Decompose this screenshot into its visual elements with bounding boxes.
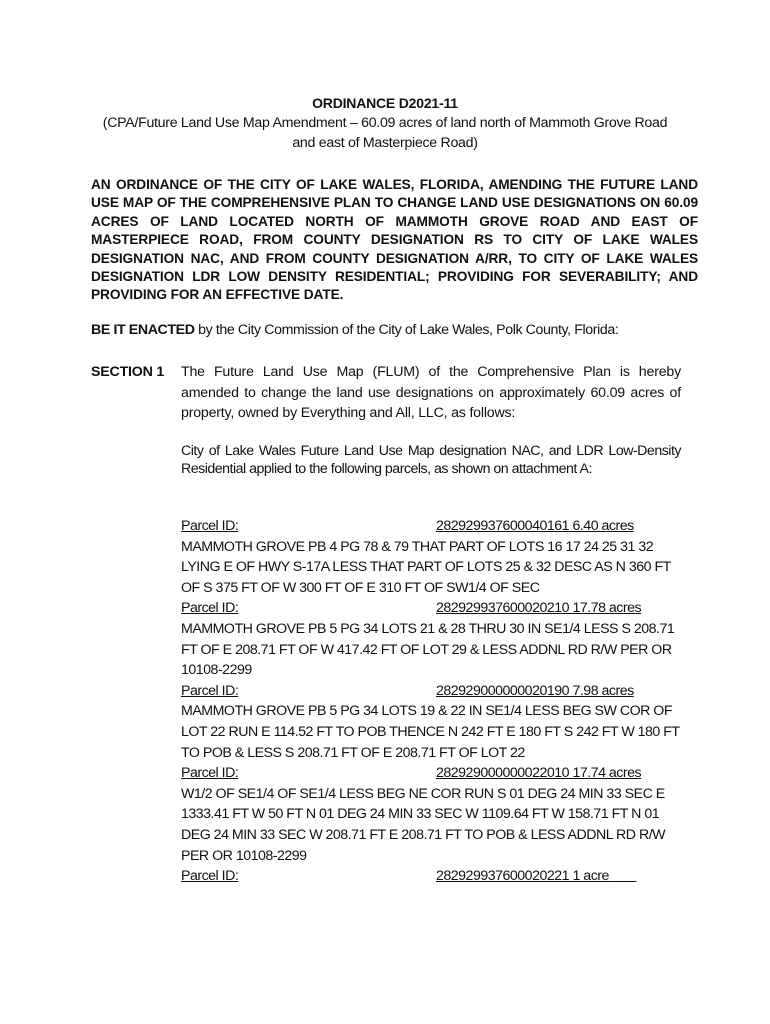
ordinance-subtitle: (CPA/Future Land Use Map Amendment – 60.09 acres of land north of Mammoth Grove Road and east of Masterpiece Road) xyxy=(102,115,668,151)
parcel-entry xyxy=(181,763,681,866)
parcel-id-acres: 282929000000020190 7.98 acres xyxy=(436,682,634,699)
parcel-header xyxy=(181,866,681,887)
parcel-label: Parcel ID: xyxy=(181,682,239,699)
parcel-entry xyxy=(181,516,681,598)
parcel-entry xyxy=(181,866,681,887)
ordinance-title: ORDINANCE D2021-11 xyxy=(312,95,458,111)
parcel-underline-tail xyxy=(609,866,681,887)
parcel-header xyxy=(181,681,681,702)
section-1-label: SECTION 1 xyxy=(91,364,165,380)
parcel-description: MAMMOTH GROVE PB 4 PG 78 & 79 THAT PART OF LOTS 16 17 24 25 31 32 LYING E OF HWY S-17A LESS THAT PART OF LOTS 25 & 32 DESC AS N 360 FT OF S 375 FT OF W 300 FT OF E 310 FT OF SW1/4 OF SEC xyxy=(181,538,671,596)
enactment-clause xyxy=(91,320,691,341)
parcel-id-acres: 282929000000022010 17.74 acres xyxy=(436,765,642,782)
enactment-lead: BE IT ENACTED xyxy=(91,322,195,338)
parcel-header xyxy=(181,763,681,784)
enactment-text: by the City Commission of the City of Lake Wales, Polk County, Florida: xyxy=(194,322,619,338)
parcel-id-acres: 282929937600020210 17.78 acres xyxy=(436,600,642,617)
ordinance-preamble: AN ORDINANCE OF THE CITY OF LAKE WALES, FLORIDA, AMENDING THE FUTURE LAND USE MAP OF THE COMPREHENSIVE PLAN TO CHANGE LAND USE DESIGNATIONS ON 60.09 ACRES OF LAND LOCATED NORTH OF MAMMOTH GROVE ROAD AND EAST OF MASTERPIECE ROAD, FROM COUNTY DESIGNATION RS TO CITY OF LAKE WALES DESIGNATION NAC, AND FROM COUNTY DESIGNATION A/RR, TO CITY OF LAKE WALES DESIGNATION LDR LOW DENSITY RESIDENTIAL; PROVIDING FOR SEVERABILITY; AND PROVIDING FOR AN EFFECTIVE DATE. xyxy=(91,177,698,303)
section-1-designation-paragraph: City of Lake Wales Future Land Use Map designation NAC, and LDR Low-Density Residential applied to the following parcels, as shown on attachment A: xyxy=(181,443,681,477)
parcel-id-acres: 282929937600020221 1 acre xyxy=(436,868,609,885)
parcel-label: Parcel ID: xyxy=(181,518,239,534)
parcel-label: Parcel ID: xyxy=(181,868,239,885)
parcel-id-acres: 282929937600040161 6.40 acres xyxy=(436,518,634,534)
parcel-list xyxy=(181,516,681,887)
parcel-entry xyxy=(181,598,681,680)
parcel-header xyxy=(181,598,681,619)
section-1-paragraph: The Future Land Use Map (FLUM) of the Comprehensive Plan is hereby amended to change the land use designations on approximately 60.09 acres of property, owned by Everything and All, LLC, as follows: xyxy=(181,364,681,421)
parcel-description: MAMMOTH GROVE PB 5 PG 34 LOTS 21 & 28 THRU 30 IN SE1/4 LESS S 208.71 FT OF E 208.71 FT OF W 417.42 FT OF LOT 29 & LESS ADDNL RD R/W PER OR 10108-2299 xyxy=(181,620,675,679)
parcel-description: MAMMOTH GROVE PB 5 PG 34 LOTS 19 & 22 IN SE1/4 LESS BEG SW COR OF LOT 22 RUN E 114.52 FT TO POB THENCE N 242 FT E 180 FT S 242 FT W 180 FT TO POB & LESS S 208.71 FT OF E 208.71 FT OF LOT 22 xyxy=(181,703,680,761)
parcel-header xyxy=(181,516,681,537)
parcel-entry xyxy=(181,681,681,763)
parcel-label: Parcel ID: xyxy=(181,600,239,617)
parcel-description: W1/2 OF SE1/4 OF SE1/4 LESS BEG NE COR RUN S 01 DEG 24 MIN 33 SEC E 1333.41 FT W 50 FT N 01 DEG 24 MIN 33 SEC W 1109.64 FT W 158.71 FT N 01 DEG 24 MIN 33 SEC W 208.71 FT E 208.71 FT TO POB & LESS ADDNL RD R/W PER OR 10108-2299 xyxy=(181,785,666,864)
parcel-label: Parcel ID: xyxy=(181,765,239,782)
